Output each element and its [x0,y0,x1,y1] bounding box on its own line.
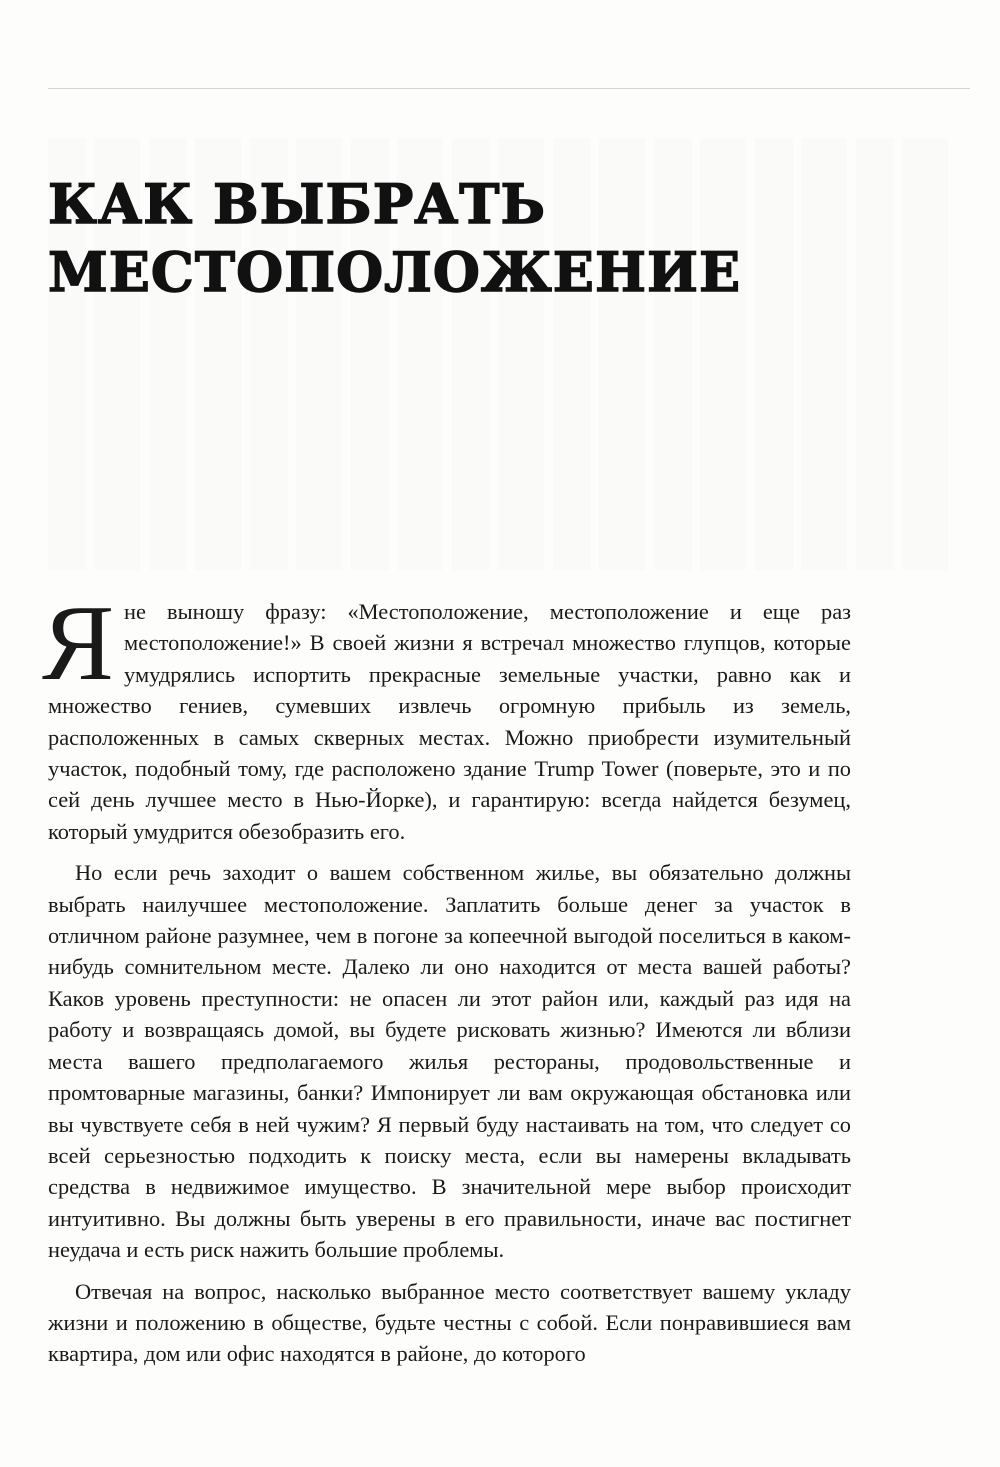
chapter-title [48,170,741,306]
running-header-rule [48,58,970,89]
paragraph-1 [42,584,851,847]
paragraph-3: Отвечая на вопрос, насколько выбранное место соответствует вашему укладу жизни и положению в обществе, будьте честны с собой. Если понравившиеся вам квартира, дом или офис находятся в районе, до которого [48,1278,851,1367]
body-text [42,584,851,1370]
chapter-title-line-2: МЕСТОПОЛОЖЕНИЕ [48,240,742,304]
paragraph-2: Но если речь заходит о вашем собственном жилье, вы обязательно должны выбрать наилучшее местоположение. Заплатить больше денег за участок в отличном районе разумнее, чем в погоне за копеечной выгодой поселиться в каком-нибудь сомнительном месте. Далеко ли оно находится от места вашей работы? Каков уровень преступности: не опасен ли этот район или, каждый раз идя на работу и возвращаясь домой, вы будете рисковать жизнью? Имеются ли вблизи места вашего предполагаемого жилья рестораны, продовольственные и промтоварные магазины, банки? Импонирует ли вам окружающая обстановка или вы чувствуете себя в ней чужим? Я первый буду настаивать на том, что следует со всей серьезностью подходить к поиску места, если вы намерены вкладывать средства в недвижимое имущество. В значительной мере выбор происходит интуитивно. Вы должны быть уверены в его правильности, иначе вас постигнет неудача и есть риск нажить большие проблемы. [48,860,851,1263]
chapter-title-line-1: КАК ВЫБРАТЬ [48,172,547,236]
paragraph-1-text: не выношу фразу: «Местоположение, местоположение и еще раз местоположение!» В своей жизни я встречал множество глупцов, которые умудрялись испортить прекрасные земельные участки, равно как и множество гениев, сумевших извлечь огромную прибыль из земель, расположенных в самых скверных местах. Можно приобрести изумительный участок, подобный тому, где расположено здание Trump Tower (поверьте, это и по сей день лучшее место в Нью-Йорке), и гарантирую: всегда найдется безумец, который умудрится обезобразить его. [48,599,851,844]
drop-cap: Я [42,584,115,703]
